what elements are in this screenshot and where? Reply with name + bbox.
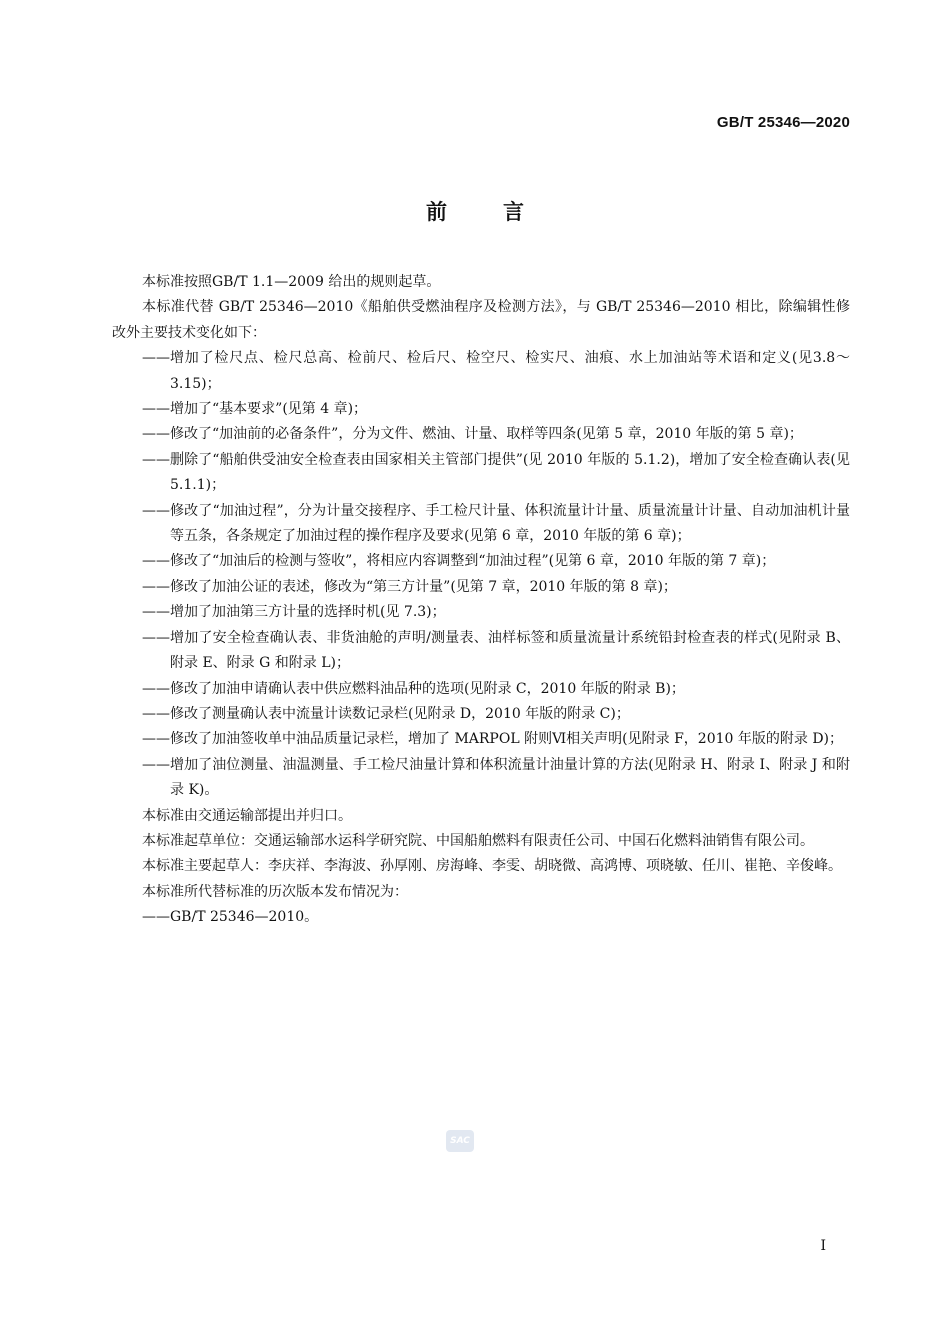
- history-item: [112, 905, 850, 930]
- dash-marker: ——: [142, 705, 170, 722]
- change-item: [112, 702, 850, 727]
- change-text: 修改了加油签收单中油品质量记录栏，增加了 MARPOL 附则Ⅵ相关声明(见附录 F，2010 年版的附录 D)；: [170, 731, 844, 748]
- sac-logo-icon: SAC: [446, 1130, 474, 1152]
- dash-marker: ——: [142, 629, 170, 646]
- change-item: [112, 448, 850, 499]
- change-text: 修改了加油申请确认表中供应燃料油品种的选项(见附录 C，2010 年版的附录 B)；: [170, 680, 685, 697]
- change-item: [112, 677, 850, 702]
- page-title: [0, 196, 950, 226]
- dash-marker: ——: [142, 426, 170, 443]
- change-text: 增加了油位测量、油温测量、手工检尺油量计算和体积流量计油量计算的方法(见附录 H、附录 I、附录 J 和附录 K)。: [170, 756, 850, 799]
- dash-marker: ——: [142, 909, 170, 926]
- closing-paragraph: 本标准所代替标准的历次版本发布情况为：: [142, 883, 408, 900]
- dash-marker: ——: [142, 401, 170, 418]
- dash-marker: ——: [142, 756, 170, 773]
- change-item: [112, 727, 850, 752]
- dash-marker: ——: [142, 502, 170, 519]
- dash-marker: ——: [142, 731, 170, 748]
- foreword-body: [112, 270, 850, 931]
- change-text: 修改了“加油过程”，分为计量交接程序、手工检尺计量、体积流量计计量、质量流量计计量、自动加油机计量等五条，各条规定了加油过程的操作程序及要求(见第 6 章，2010 年版的第 6 章)；: [170, 502, 850, 545]
- change-text: 修改了“加油后的检测与签收”，将相应内容调整到“加油过程”(见第 6 章，2010 年版的第 7 章)；: [170, 553, 776, 570]
- dash-marker: ——: [142, 350, 170, 367]
- change-item: [112, 753, 850, 804]
- closing-paragraph: 本标准由交通运输部提出并归口。: [142, 807, 352, 824]
- dash-marker: ——: [142, 604, 170, 621]
- closing-paragraph: 本标准起草单位：交通运输部水运科学研究院、中国船舶燃料有限责任公司、中国石化燃料油销售有限公司。: [142, 832, 814, 849]
- change-text: 修改了测量确认表中流量计读数记录栏(见附录 D，2010 年版的附录 C)；: [170, 705, 630, 722]
- change-text: 修改了“加油前的必备条件”，分为文件、燃油、计量、取样等四条(见第 5 章，2010 年版的第 5 章)；: [170, 426, 803, 443]
- change-item: [112, 600, 850, 625]
- change-text: 修改了加油公证的表述，修改为“第三方计量”(见第 7 章，2010 年版的第 8 章)；: [170, 578, 677, 595]
- dash-marker: ——: [142, 578, 170, 595]
- change-item: [112, 422, 850, 447]
- dash-marker: ——: [142, 680, 170, 697]
- history-text: GB/T 25346—2010。: [170, 909, 319, 926]
- change-item: [112, 549, 850, 574]
- change-item: [112, 499, 850, 550]
- dash-marker: ——: [142, 451, 170, 468]
- change-text: 删除了“船舶供受油安全检查表由国家相关主管部门提供”(见 2010 年版的 5.1.2)，增加了安全检查确认表(见 5.1.1)；: [170, 451, 850, 494]
- change-item: [112, 575, 850, 600]
- change-text: 增加了安全检查确认表、非货油舱的声明/测量表、油样标签和质量流量计系统铅封检查表的样式(见附录 B、附录 E、附录 G 和附录 L)；: [170, 629, 850, 672]
- change-text: 增加了“基本要求”(见第 4 章)；: [170, 401, 368, 418]
- change-item: [112, 346, 850, 397]
- dash-marker: ——: [142, 553, 170, 570]
- intro-paragraph: 本标准代替 GB/T 25346—2010《船舶供受燃油程序及检测方法》，与 GB/T 25346—2010 相比，除编辑性修改外主要技术变化如下：: [112, 299, 850, 341]
- intro-paragraph: 本标准按照GB/T 1.1—2009 给出的规则起草。: [142, 274, 441, 290]
- title-char-2: 言: [503, 200, 524, 224]
- change-item: [112, 397, 850, 422]
- change-item: [112, 626, 850, 677]
- page-number: I: [820, 1238, 826, 1254]
- closing-paragraph: 本标准主要起草人：李庆祥、李海波、孙厚刚、房海峰、李雯、胡晓微、高鸿博、项晓敏、任川、崔艳、辛俊峰。: [142, 858, 842, 875]
- title-char-1: 前: [426, 200, 447, 224]
- change-text: 增加了检尺点、检尺总高、检前尺、检后尺、检空尺、检实尺、油痕、水上加油站等术语和定义(见3.8～3.15)；: [170, 350, 850, 392]
- change-text: 增加了加油第三方计量的选择时机(见 7.3)；: [170, 604, 446, 621]
- standard-number: GB/T 25346—2020: [716, 114, 850, 131]
